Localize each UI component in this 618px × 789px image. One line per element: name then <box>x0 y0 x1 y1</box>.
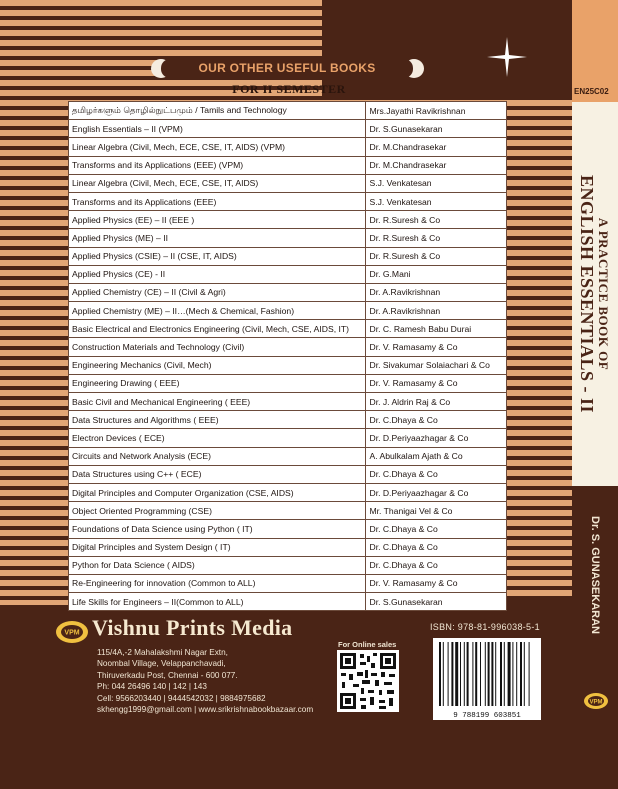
book-row <box>69 502 507 520</box>
book-title: Engineering Drawing ( EEE) <box>69 374 366 392</box>
book-author: Mr. Thanigai Vel & Co <box>366 502 507 520</box>
book-title: Applied Chemistry (CE) – II (Civil & Agri) <box>69 283 366 301</box>
address-line: Thiruverkadu Post, Chennai - 600 077. <box>97 670 238 680</box>
book-author: Dr. D.Periyaazhagar & Co <box>366 429 507 447</box>
spine-title <box>578 114 612 474</box>
book-author: Dr. A.Ravikrishnan <box>366 283 507 301</box>
book-author: Dr. S.Gunasekaran <box>366 593 507 611</box>
book-author: S.J. Venkatesan <box>366 174 507 192</box>
address-line: Cell: 9566203440 | 9444542032 | 9884975682 <box>97 693 266 703</box>
book-author: Dr. C.Dhaya & Co <box>366 520 507 538</box>
book-title: Basic Electrical and Electronics Engineering (Civil, Mech, CSE, AIDS, IT) <box>69 320 366 338</box>
books-table <box>68 101 507 611</box>
book-title: Linear Algebra (Civil, Mech, ECE, CSE, IT, AIDS) <box>69 174 366 192</box>
spine-logo-icon <box>583 692 609 710</box>
address-line: 115/4A,-2 Mahalakshmi Nagar Extn, <box>97 648 228 657</box>
address-line: Ph: 044 26496 140 | 142 | 143 <box>97 682 207 692</box>
publisher-address <box>97 647 313 715</box>
book-title: Applied Physics (EE) – II (EEE ) <box>69 211 366 229</box>
book-row <box>69 320 507 338</box>
book-author: Dr. M.Chandrasekar <box>366 156 507 174</box>
book-row <box>69 520 507 538</box>
book-row <box>69 411 507 429</box>
book-title: Construction Materials and Technology (Civil) <box>69 338 366 356</box>
book-row <box>69 356 507 374</box>
book-title: Re-Engineering for innovation (Common to ALL) <box>69 574 366 592</box>
book-row <box>69 211 507 229</box>
book-title: Digital Principles and System Design ( IT) <box>69 538 366 556</box>
book-author: Dr. C.Dhaya & Co <box>366 465 507 483</box>
book-row <box>69 283 507 301</box>
book-row <box>69 483 507 501</box>
book-author: Dr. Sivakumar Solaiachari & Co <box>366 356 507 374</box>
book-title: Object Oriented Programming (CSE) <box>69 502 366 520</box>
book-row <box>69 102 507 120</box>
book-author: Mrs.Jayathi Ravikrishnan <box>366 102 507 120</box>
book-title: Applied Physics (CSIE) – II (CSE, IT, AIDS) <box>69 247 366 265</box>
spine-title-line1: A PRACTICE BOOK OF <box>596 217 611 371</box>
book-author: Dr. C.Dhaya & Co <box>366 556 507 574</box>
book-author: Dr. R.Suresh & Co <box>366 229 507 247</box>
book-row <box>69 302 507 320</box>
book-title: Data Structures and Algorithms ( EEE) <box>69 411 366 429</box>
book-author: Dr. D.Periyaazhagar & Co <box>366 483 507 501</box>
book-row <box>69 192 507 210</box>
book-title: Data Structures using C++ ( ECE) <box>69 465 366 483</box>
book-row <box>69 447 507 465</box>
book-author: Dr. R.Suresh & Co <box>366 211 507 229</box>
sparkle-icon <box>487 37 527 77</box>
book-title: Applied Physics (CE) - II <box>69 265 366 283</box>
book-row <box>69 338 507 356</box>
book-row <box>69 574 507 592</box>
book-title: Transforms and its Applications (EEE) <box>69 192 366 210</box>
book-title: Engineering Mechanics (Civil, Mech) <box>69 356 366 374</box>
book-row <box>69 265 507 283</box>
book-title: Circuits and Network Analysis (ECE) <box>69 447 366 465</box>
book-author: Dr. V. Ramasamy & Co <box>366 374 507 392</box>
book-author: Dr. V. Ramasamy & Co <box>366 574 507 592</box>
barcode-icon <box>433 638 541 720</box>
book-row <box>69 593 507 611</box>
qr-code-icon[interactable] <box>337 650 399 712</box>
book-title: தமிழர்களும் தொழில்நுட்பமும் / Tamils and Technology <box>69 102 366 120</box>
book-row <box>69 138 507 156</box>
barcode-number: 9 788199 603851 <box>453 712 521 720</box>
book-row <box>69 538 507 556</box>
book-title: Python for Data Science ( AIDS) <box>69 556 366 574</box>
book-row <box>69 120 507 138</box>
book-author: Dr. V. Ramasamy & Co <box>366 338 507 356</box>
book-title: Transforms and its Applications (EEE) (VPM) <box>69 156 366 174</box>
book-row <box>69 429 507 447</box>
book-row <box>69 465 507 483</box>
book-author: Dr. R.Suresh & Co <box>366 247 507 265</box>
book-row <box>69 174 507 192</box>
book-author: Dr. M.Chandrasekar <box>366 138 507 156</box>
book-author: S.J. Venkatesan <box>366 192 507 210</box>
address-line: skhengg1999@gmail.com | www.srikrishnabookbazaar.com <box>97 705 314 715</box>
book-row <box>69 374 507 392</box>
book-author: Dr. C. Ramesh Babu Durai <box>366 320 507 338</box>
publisher-logo-icon <box>55 620 89 644</box>
book-author: Dr. S.Gunasekaran <box>366 120 507 138</box>
book-row <box>69 247 507 265</box>
book-author: A. Abulkalam Ajath & Co <box>366 447 507 465</box>
spine-title-line2: ENGLISH ESSENTIALS - II <box>577 174 597 414</box>
book-title: Basic Civil and Mechanical Engineering ( EEE) <box>69 393 366 411</box>
address-line: Noombal Village, Velappanchavadi, <box>97 659 226 669</box>
spine-logo-text: VPM <box>589 699 603 706</box>
publisher-logo-text: VPM <box>64 629 80 637</box>
book-title: Digital Principles and Computer Organization (CSE, AIDS) <box>69 483 366 501</box>
isbn-label: ISBN: 978-81-996038-5-1 <box>430 622 540 632</box>
spine-code: EN25C02 <box>574 87 609 96</box>
book-title: Linear Algebra (Civil, Mech, ECE, CSE, IT, AIDS) (VPM) <box>69 138 366 156</box>
book-title: Electron Devices ( ECE) <box>69 429 366 447</box>
banner-title: OUR OTHER USEFUL BOOKS <box>161 59 413 78</box>
book-author: Dr. A.Ravikrishnan <box>366 302 507 320</box>
book-author: Dr. J. Aldrin Raj & Co <box>366 393 507 411</box>
book-title: Applied Physics (ME) – II <box>69 229 366 247</box>
online-sales-label: For Online sales <box>338 640 397 649</box>
book-title: Applied Chemistry (ME) – II…(Mech & Chemical, Fashion) <box>69 302 366 320</box>
book-row <box>69 393 507 411</box>
book-author: Dr. C.Dhaya & Co <box>366 411 507 429</box>
book-author: Dr. G.Mani <box>366 265 507 283</box>
book-title: English Essentials – II (VPM) <box>69 120 366 138</box>
publisher-name: Vishnu Prints Media <box>92 615 293 640</box>
book-row <box>69 556 507 574</box>
book-title: Life Skills for Engineers – II(Common to ALL) <box>69 593 366 611</box>
book-author: Dr. C.Dhaya & Co <box>366 538 507 556</box>
book-row <box>69 156 507 174</box>
semester-heading: FOR II SEMESTER <box>232 82 346 96</box>
spine-author: Dr. S. GUNASEKARAN <box>589 516 601 634</box>
book-row <box>69 229 507 247</box>
book-title: Foundations of Data Science using Python ( IT) <box>69 520 366 538</box>
